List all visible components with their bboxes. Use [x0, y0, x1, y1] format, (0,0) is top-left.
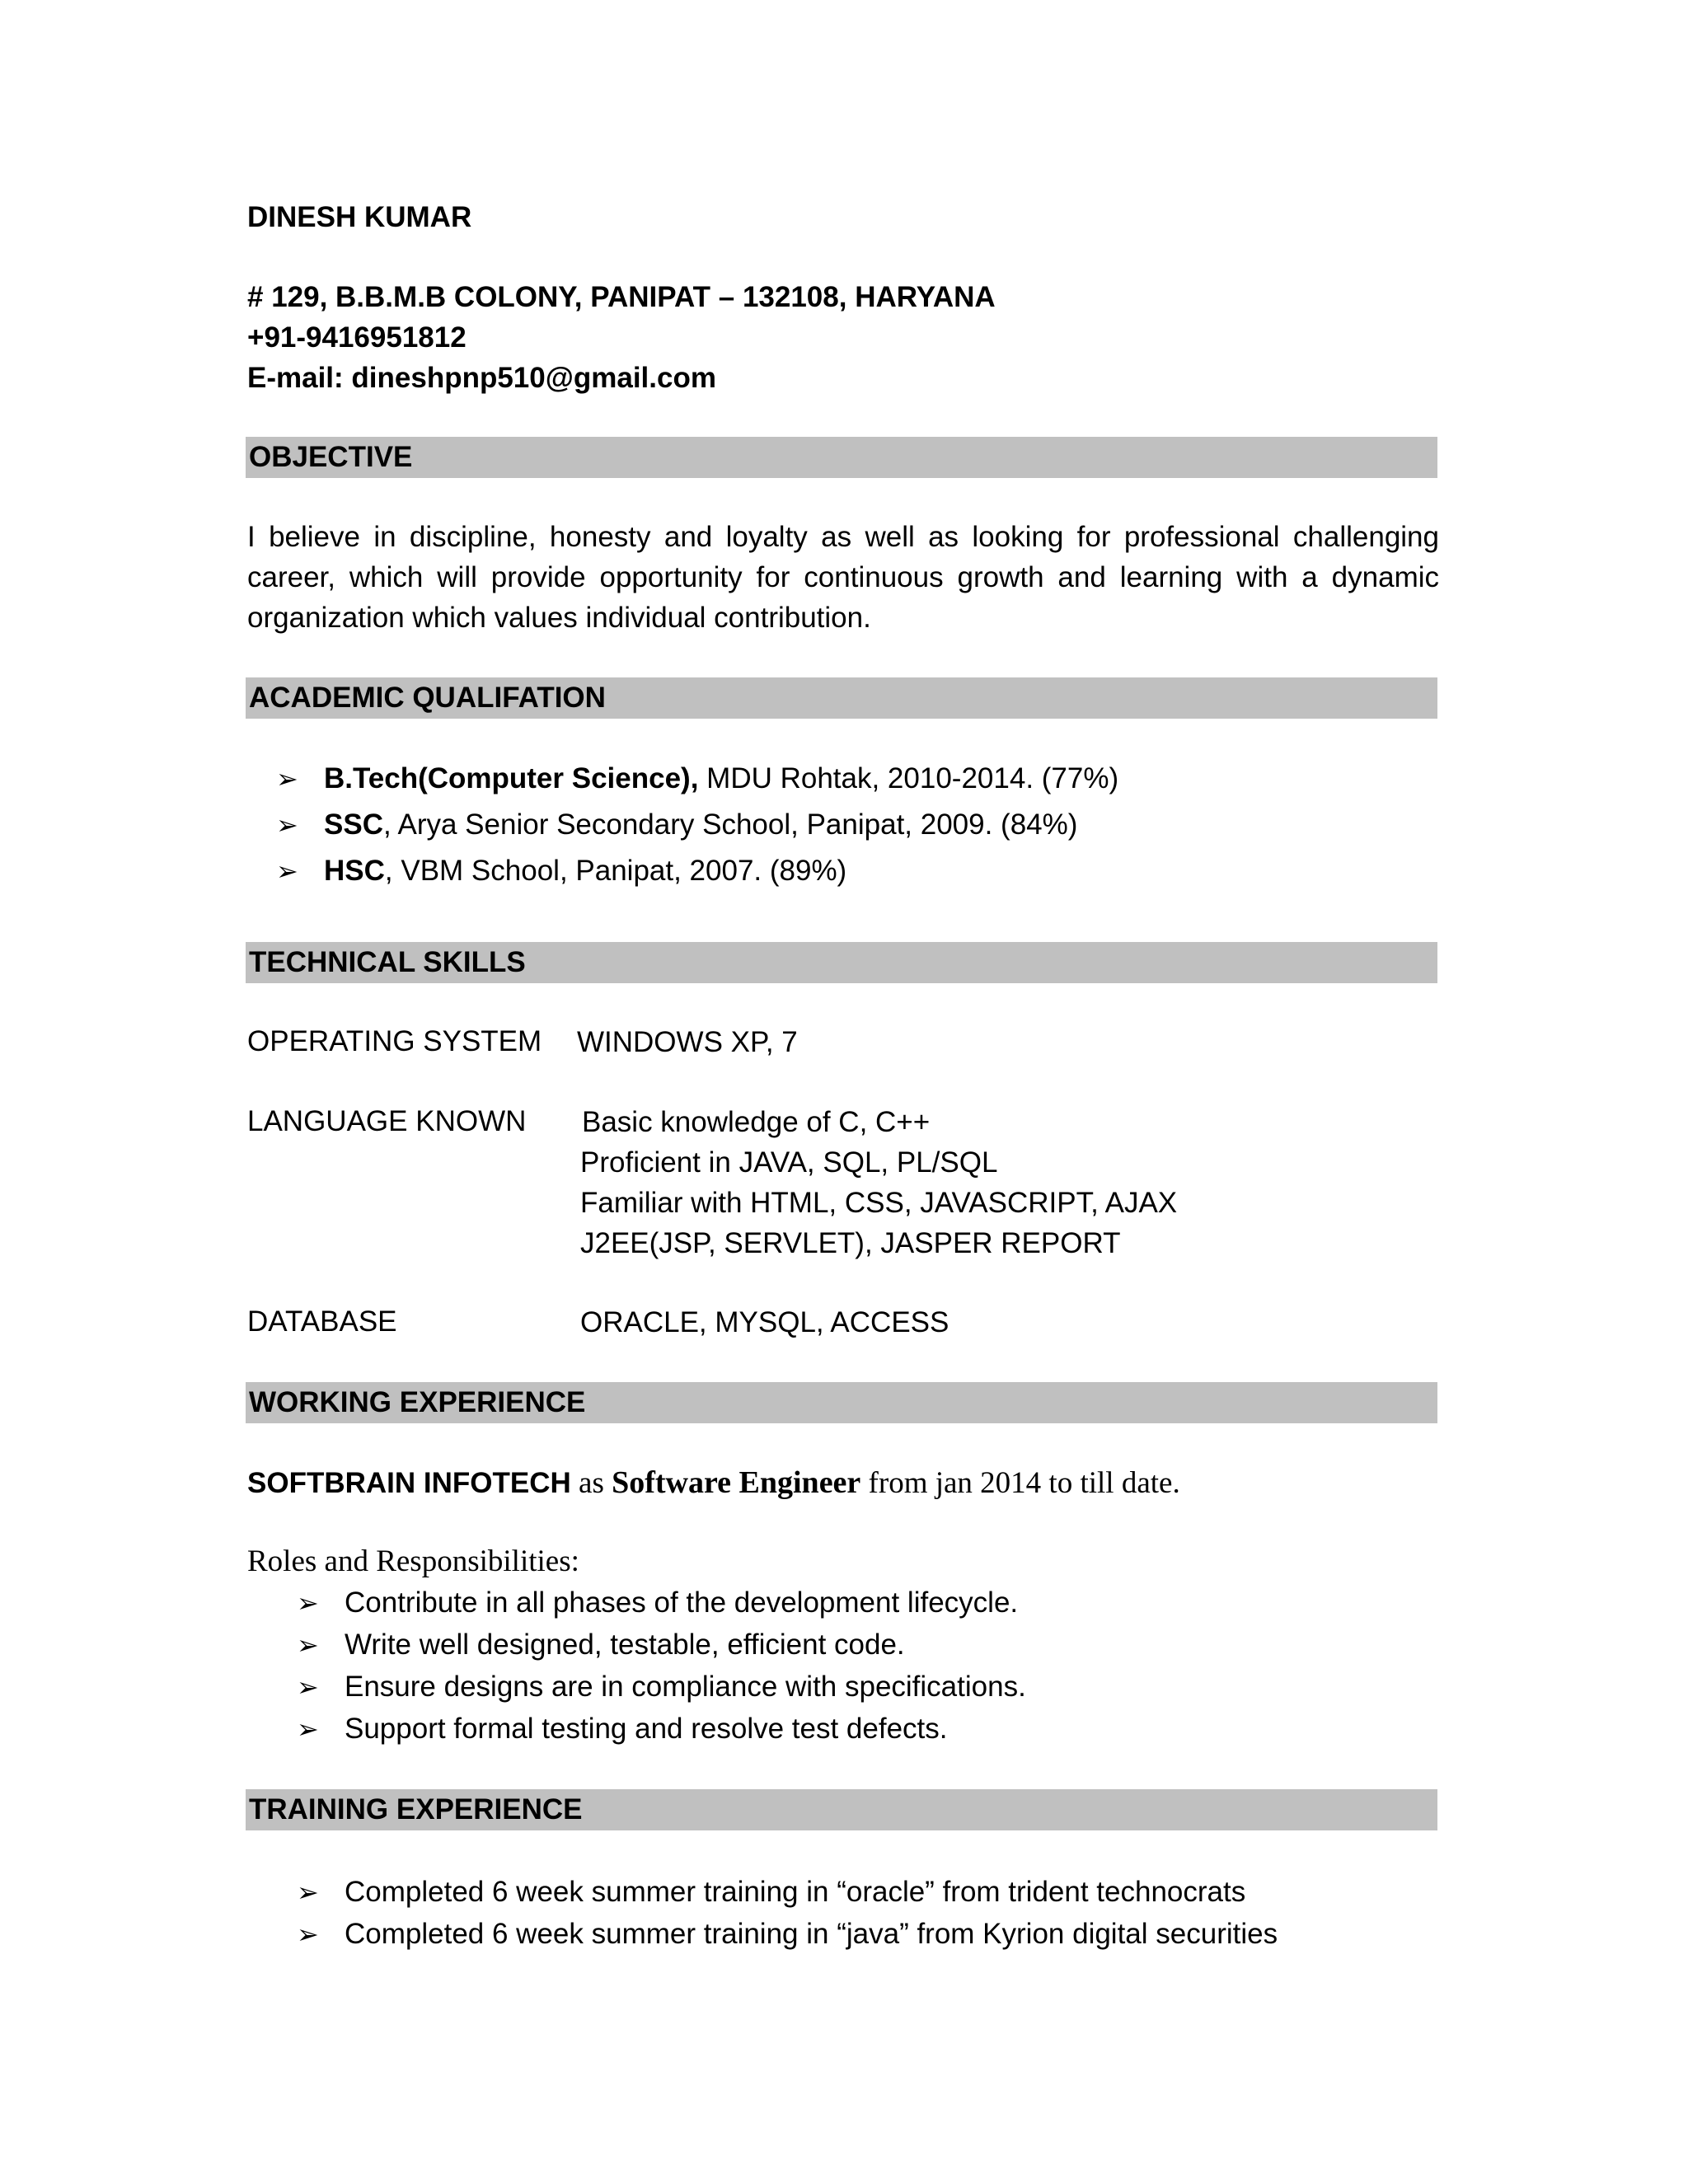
degree-detail: , VBM School, Panipat, 2007. (89%) — [384, 855, 847, 887]
training-section-header — [246, 1789, 1437, 1830]
objective-text: I believe in discipline, honesty and loyalty as well as looking for professional challenging career, which will provide opportunity for continuous growth and learning with a dynamic organization which values individual contribution. — [247, 521, 1439, 634]
degree-name: HSC — [324, 855, 385, 887]
language-value: Basic knowledge of C, C++ — [582, 1106, 931, 1138]
work-title: WORKING EXPERIENCE — [249, 1386, 586, 1418]
arrow-bullet-icon: ➢ — [276, 810, 298, 840]
responsibility-text: Contribute in all phases of the development lifecycle. — [345, 1586, 1019, 1619]
arrow-bullet-icon: ➢ — [297, 1714, 319, 1744]
training-title: TRAINING EXPERIENCE — [249, 1793, 583, 1825]
responsibility-text: Ensure designs are in compliance with specifications. — [345, 1671, 1026, 1703]
degree-detail: MDU Rohtak, 2010-2014. (77%) — [698, 762, 1119, 794]
language-label: LANGUAGE KNOWN — [247, 1105, 527, 1137]
list-item — [276, 851, 846, 891]
job-role: Software Engineer — [612, 1465, 861, 1500]
list-item — [297, 1583, 1018, 1623]
language-value: Proficient in JAVA, SQL, PL/SQL — [580, 1146, 998, 1179]
academic-section-header — [246, 677, 1437, 719]
list-item — [276, 805, 1077, 845]
arrow-bullet-icon: ➢ — [297, 1588, 319, 1618]
arrow-bullet-icon: ➢ — [297, 1672, 319, 1702]
degree-name: SSC — [324, 808, 383, 841]
database-value: ORACLE, MYSQL, ACCESS — [580, 1306, 950, 1338]
responsibility-text: Write well designed, testable, efficient code. — [345, 1629, 905, 1661]
objective-section-header — [246, 437, 1437, 478]
training-text: Completed 6 week summer training in “oracle” from trident technocrats — [345, 1876, 1246, 1908]
list-item — [297, 1709, 948, 1749]
company-name: SOFTBRAIN INFOTECH — [247, 1467, 571, 1499]
list-item — [297, 1667, 1026, 1707]
email: E-mail: dineshpnp510@gmail.com — [247, 362, 716, 394]
list-item — [276, 759, 1118, 799]
language-value: Familiar with HTML, CSS, JAVASCRIPT, AJAX — [580, 1187, 1178, 1219]
skills-section-header — [246, 942, 1437, 983]
academic-title: ACADEMIC QUALIFATION — [249, 682, 606, 714]
employment-line — [247, 1463, 1180, 1503]
arrow-bullet-icon: ➢ — [276, 764, 298, 794]
arrow-bullet-icon: ➢ — [276, 856, 298, 886]
work-section-header — [246, 1382, 1437, 1423]
arrow-bullet-icon: ➢ — [297, 1630, 319, 1660]
os-value: WINDOWS XP, 7 — [577, 1026, 798, 1058]
arrow-bullet-icon: ➢ — [297, 1919, 319, 1949]
degree-name: B.Tech(Computer Science), — [324, 762, 699, 794]
database-label: DATABASE — [247, 1305, 397, 1338]
list-item — [297, 1915, 1278, 1954]
os-label: OPERATING SYSTEM — [247, 1025, 542, 1057]
responsibility-text: Support formal testing and resolve test defects. — [345, 1713, 948, 1745]
employment-period: from jan 2014 to till date. — [860, 1466, 1180, 1500]
roles-heading: Roles and Responsibilities: — [247, 1544, 579, 1578]
phone: +91-9416951812 — [247, 321, 467, 354]
skills-title: TECHNICAL SKILLS — [249, 946, 526, 978]
training-text: Completed 6 week summer training in “java” from Kyrion digital securities — [345, 1918, 1278, 1950]
as-text: as — [570, 1466, 612, 1500]
candidate-name: DINESH KUMAR — [247, 201, 472, 233]
list-item — [297, 1872, 1245, 1912]
degree-detail: , Arya Senior Secondary School, Panipat, 2009. (84%) — [382, 808, 1078, 841]
address: # 129, B.B.M.B COLONY, PANIPAT – 132108, HARYANA — [247, 281, 996, 313]
language-value: J2EE(JSP, SERVLET), JASPER REPORT — [580, 1227, 1121, 1259]
list-item — [297, 1625, 905, 1665]
arrow-bullet-icon: ➢ — [297, 1877, 319, 1907]
objective-title: OBJECTIVE — [249, 441, 413, 473]
